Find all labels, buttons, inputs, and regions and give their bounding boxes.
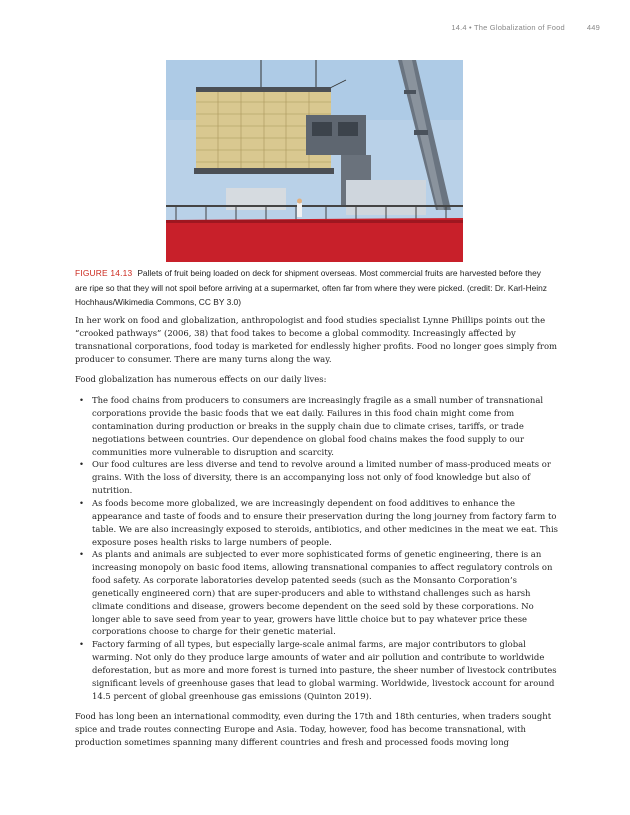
figure-caption [75, 266, 555, 310]
ship-loading-illustration [166, 60, 463, 262]
bullet-icon: • [79, 459, 84, 470]
page-number: 449 [586, 23, 600, 32]
effects-list [75, 394, 558, 702]
list-item-text: Factory farming of all types, but especially large-scale animal farms, are major contributors to global warming. Not only do they produce large amounts of water and air pollution and contribute to worldwide deforestation, but as more and more forest is turned into pasture, the sheer number of livestock contributes significant levels of greenhouse gases that lead to global warming. Worldwide, livestock account for around 14.5 percent of global greenhouse gas emissions (Quinton 2019). [92, 639, 557, 701]
bullet-icon: • [79, 497, 84, 508]
paragraph-effects-lead: Food globalization has numerous effects on our daily lives: [75, 374, 327, 385]
list-item [75, 394, 558, 458]
list-item [75, 458, 558, 497]
list-item [75, 497, 558, 548]
paragraph-intro: In her work on food and globalization, anthropologist and food studies specialist Lynne Phillips points out the “crooked pathways” (2006, 38) that food takes to become a global commodity. Increasingly affected by transnational corporations, food today is marketed for endlessly higher profits. Food no longer goes simply from producer to consumer. There are many turns along the way. [75, 315, 558, 364]
list-item [75, 548, 558, 638]
paragraph-history: Food has long been an international commodity, even during the 17th and 18th centuries, when traders sought spice and trade routes connecting Europe and Asia. Today, however, food has become transnational, with production sometimes spanning many different countries and fresh and processed foods moving long [75, 711, 552, 748]
bullet-icon: • [79, 395, 84, 406]
running-title: 14.4 • The Globalization of Food [451, 23, 565, 32]
list-item-text: Our food cultures are less diverse and tend to revolve around a limited number of mass-produced meats or grains. With the loss of diversity, there is an accompanying loss not only of food knowledge but also of nutrition. [92, 459, 551, 496]
body-text [75, 314, 558, 757]
list-item [75, 638, 558, 702]
bullet-icon: • [79, 639, 84, 650]
figure-caption-text: Pallets of fruit being loaded on deck for shipment overseas. Most commercial fruits are harvested before they are ripe so that they will not spoil before arriving at a supermarket, often far from where they were picked. (credit: Dr. Karl-Heinz Hochhaus/Wikimedia Commons, CC BY 3.0) [75, 268, 547, 308]
figure-label: FIGURE 14.13 [75, 268, 133, 278]
list-item-text: As foods become more globalized, we are increasingly dependent on food additives to enhance the appearance and taste of foods and to ensure their preservation during the long journey from factory farm to table. We are also increasingly exposed to steroids, antibiotics, and other medicines in the meat we eat. This exposure poses health risks to large numbers of people. [92, 497, 558, 547]
running-header [0, 23, 600, 32]
bullet-icon: • [79, 549, 84, 560]
list-item-text: The food chains from producers to consumers are increasingly fragile as a small number of transnational corporations provide the basic foods that we eat daily. Failures in this food chain might come from contamination during production or breaks in the supply chain due to climate crises, tariffs, or trade negotiations between countries. Our dependence on global food chains makes the food supply to our communities more vulnerable to disruption and scarcity. [92, 395, 544, 457]
list-item-text: As plants and animals are subjected to ever more sophisticated forms of genetic engineering, there is an increasing monopoly on basic food items, allowing transnational companies to affect regulatory controls on food safety. As corporate laboratories develop patented seeds (such as the Monsanto Corporation’s genetically engineered corn) that are super-producers and able to withstand challenges such as harsh climate conditions and disease, growers become dependent on the seed sold by these corporations. No longer able to save seed from year to year, growers have little choice but to pay whatever price these corporations choose to charge for their genetic material. [92, 549, 553, 637]
figure-photo [166, 60, 463, 262]
